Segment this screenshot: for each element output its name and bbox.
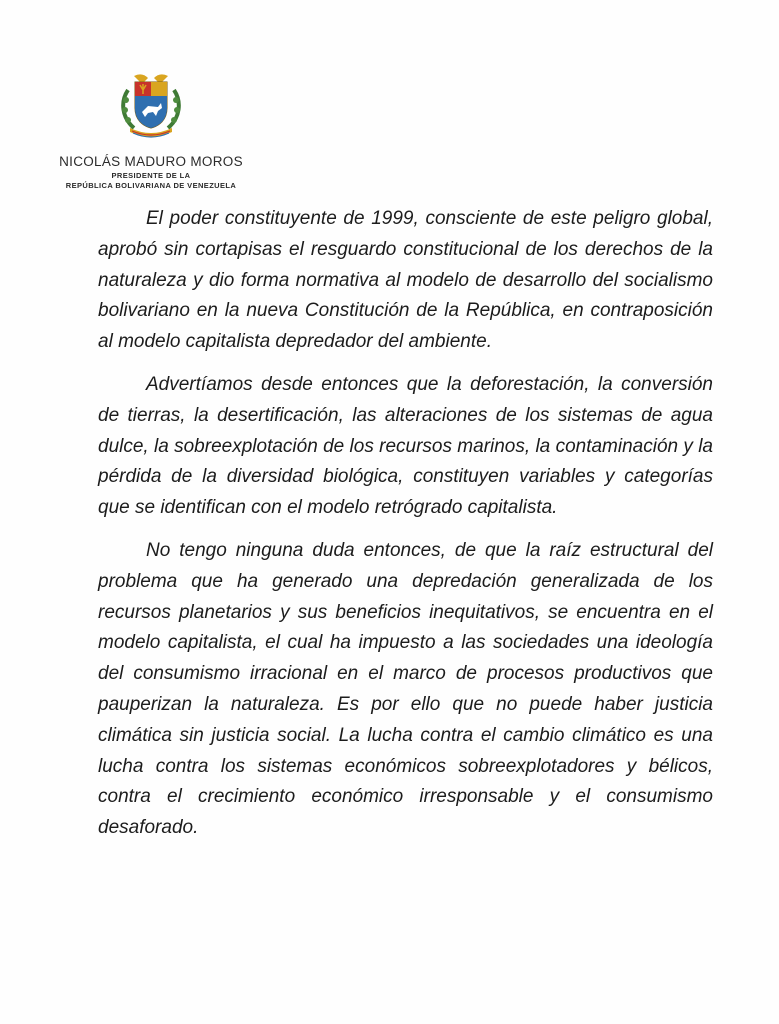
paragraph-3: No tengo ninguna duda entonces, de que la raíz estructural del problema que ha generado una depredación generalizada de los recursos planetarios y sus beneficios inequitativos, se encuentra en el modelo capitalista, el cual ha impuesto a las sociedades una ideología del consumismo irracional en el marco de procesos productivos que pauperizan la naturaleza. Es por ello que no puede haber justicia climática sin justicia social. La lucha contra el cambio climático es una lucha contra los sistemas económicos sobreexplotadores y bélicos, contra el crecimiento económico irresponsable y el consumismo desaforado.	[98, 539, 713, 839]
letterhead-name: NICOLÁS MADURO MOROS	[59, 154, 243, 169]
letterhead-country: REPÚBLICA BOLIVARIANA DE VENEZUELA	[65, 181, 237, 190]
letterhead-role: PRESIDENTE DE LA	[111, 171, 191, 180]
coat-of-arms-icon	[118, 70, 184, 140]
letterhead	[40, 154, 262, 191]
paragraph-1: El poder constituyente de 1999, consciente de este peligro global, aprobó sin cortapisas el resguardo constitucional de los derechos de la naturaleza y dio forma normativa al modelo de desarrollo del socialismo bolivariano en la nueva Constitución de la República, en contraposición al modelo capitalista depredador del ambiente.	[98, 208, 713, 353]
letter-body	[98, 204, 713, 856]
paragraph-2: Advertíamos desde entonces que la deforestación, la conversión de tierras, la desertificación, las alteraciones de los sistemas de agua dulce, la sobreexplotación de los recursos marinos, la contaminación y la pérdida de la diversidad biológica, constituyen variables y categorías que se identifican con el modelo retrógrado capitalista.	[98, 373, 713, 519]
